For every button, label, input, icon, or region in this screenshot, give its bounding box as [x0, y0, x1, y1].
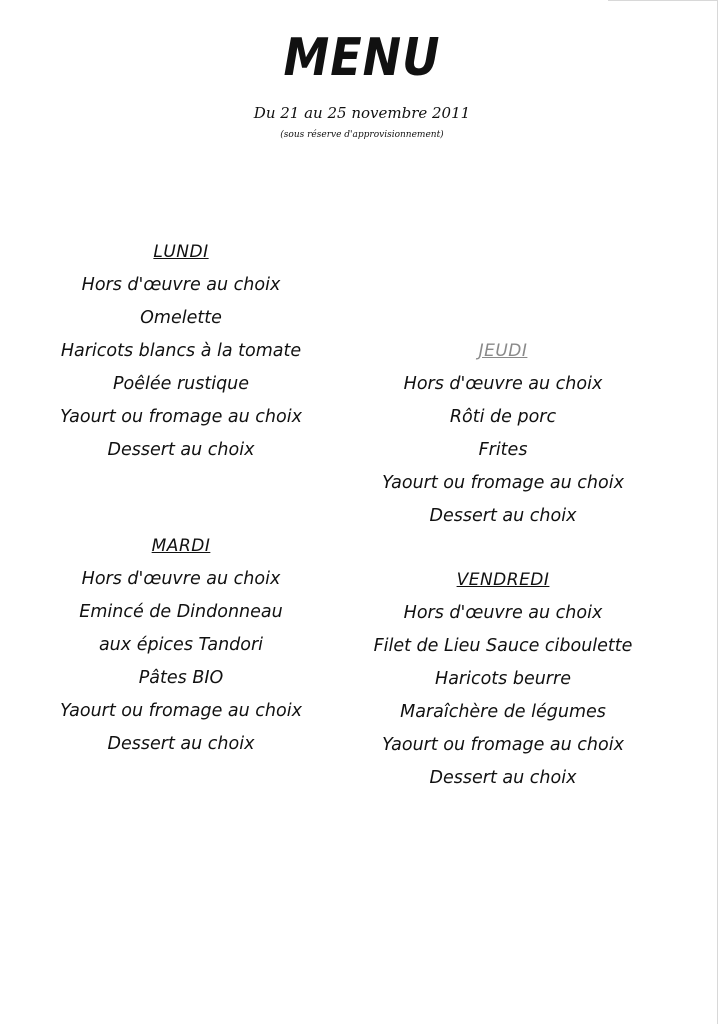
- dish-item: aux épices Tandori: [98, 635, 264, 655]
- dish-item: Hors d'œuvre au choix: [81, 275, 281, 295]
- dish-item: Omelette: [140, 308, 222, 328]
- menu-title: MENU: [283, 26, 441, 88]
- menu-dates: Du 21 au 25 novembre 2011: [253, 104, 471, 122]
- dish-item: Yaourt ou fromage au choix: [382, 473, 624, 493]
- dish-item: Hors d'œuvre au choix: [403, 374, 603, 394]
- dish-item: Pâtes BIO: [138, 668, 224, 688]
- dish-item: Yaourt ou fromage au choix: [60, 701, 302, 721]
- supply-note: (sous réserve d'approvisionnement): [280, 130, 444, 140]
- dish-item: Haricots beurre: [435, 669, 571, 689]
- day-block-jeudi: [352, 335, 654, 533]
- page-edge-line: [717, 0, 718, 1024]
- dish-item: Dessert au choix: [429, 768, 577, 788]
- dish-item: Filet de Lieu Sauce ciboulette: [373, 636, 633, 656]
- page-edge-top: [608, 0, 718, 1]
- day-block-mardi: [30, 530, 332, 761]
- dish-item: Emincé de Dindonneau: [79, 602, 283, 622]
- dish-item: Hors d'œuvre au choix: [403, 603, 603, 623]
- dish-item: Dessert au choix: [429, 506, 577, 526]
- dish-item: Poêlée rustique: [112, 374, 250, 394]
- dish-item: Frites: [478, 440, 528, 460]
- dish-item: Dessert au choix: [107, 440, 255, 460]
- dish-item: Haricots blancs à la tomate: [60, 341, 302, 361]
- day-heading-vendredi: VENDREDI: [456, 570, 550, 590]
- day-heading-lundi: LUNDI: [153, 242, 209, 262]
- day-heading-jeudi: JEUDI: [478, 341, 528, 361]
- dish-item: Hors d'œuvre au choix: [81, 569, 281, 589]
- dish-item: Yaourt ou fromage au choix: [382, 735, 624, 755]
- dish-item: Dessert au choix: [107, 734, 255, 754]
- day-heading-mardi: MARDI: [151, 536, 211, 556]
- day-block-lundi: [30, 236, 332, 467]
- day-block-vendredi: [352, 564, 654, 795]
- dish-item: Rôti de porc: [449, 407, 557, 427]
- dish-item: Maraîchère de légumes: [400, 702, 606, 722]
- dish-item: Yaourt ou fromage au choix: [60, 407, 302, 427]
